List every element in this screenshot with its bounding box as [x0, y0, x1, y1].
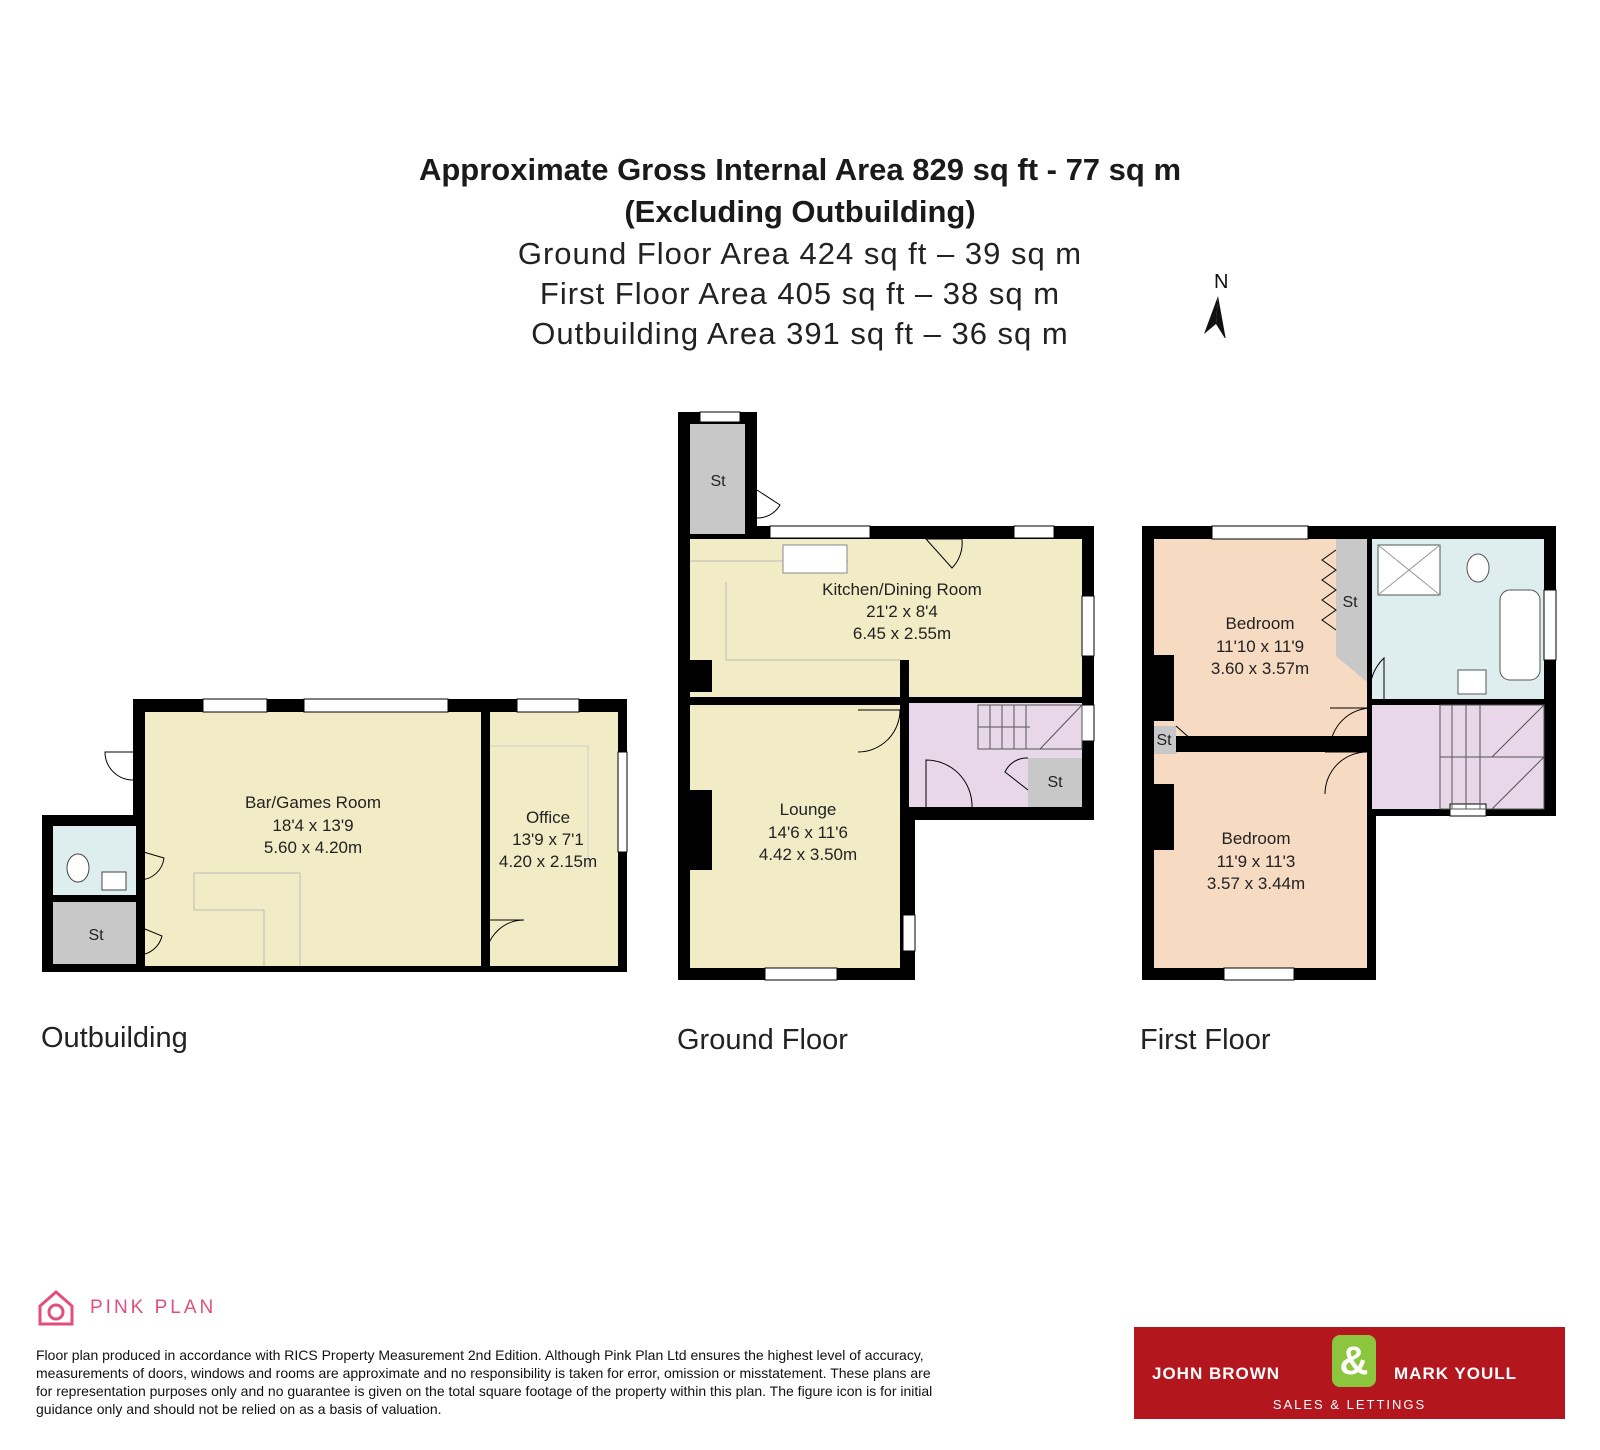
- first-floor-area: First Floor Area 405 sq ft – 38 sq m: [539, 276, 1061, 311]
- office-metric: 4.20 x 2.15m: [498, 852, 598, 871]
- kitchen-metric: 6.45 x 2.55m: [852, 624, 952, 643]
- agent-right-name: MARK YOULL: [1394, 1364, 1518, 1383]
- bar-room-name: Bar/Games Room: [244, 793, 382, 812]
- store-label: St: [1156, 732, 1172, 749]
- store-label: St: [1047, 774, 1063, 791]
- pink-plan-house-icon: [36, 1288, 76, 1328]
- pink-plan-name: PINK PLAN: [90, 1297, 217, 1318]
- ground-floor-plan: [678, 412, 1094, 980]
- bedroom-two-name: Bedroom: [1221, 829, 1291, 848]
- lounge-imperial: 14'6 x 11'6: [768, 823, 848, 842]
- gross-area-subtitle: (Excluding Outbuilding): [624, 194, 976, 229]
- bedroom-two-metric: 3.57 x 3.44m: [1206, 874, 1306, 893]
- agent-subtitle: SALES & LETTINGS: [1272, 1397, 1427, 1412]
- ground-floor-label: Ground Floor: [677, 1024, 848, 1056]
- office-name: Office: [525, 808, 571, 827]
- outbuilding-label: Outbuilding: [41, 1022, 188, 1054]
- bedroom-one-metric: 3.60 x 3.57m: [1210, 659, 1310, 678]
- store-label: St: [710, 473, 726, 490]
- bar-room-imperial: 18'4 x 13'9: [272, 816, 354, 835]
- store-label: St: [1342, 594, 1358, 611]
- pink-plan-logo: [36, 1288, 216, 1328]
- ground-floor-area: Ground Floor Area 424 sq ft – 39 sq m: [517, 236, 1083, 271]
- compass-label: N: [1214, 271, 1229, 293]
- bedroom-one-imperial: 11'10 x 11'9: [1215, 637, 1305, 656]
- bedroom-one-name: Bedroom: [1225, 614, 1295, 633]
- lounge-name: Lounge: [779, 800, 837, 819]
- office-imperial: 13'9 x 7'1: [512, 830, 584, 849]
- kitchen-imperial: 21'2 x 8'4: [866, 602, 938, 621]
- store-label: St: [88, 927, 104, 944]
- agent-logo: [1134, 1327, 1565, 1419]
- bar-room-metric: 5.60 x 4.20m: [263, 838, 363, 857]
- outbuilding-area: Outbuilding Area 391 sq ft – 36 sq m: [531, 316, 1069, 351]
- agent-left-name: JOHN BROWN: [1152, 1364, 1281, 1383]
- bedroom-two-imperial: 11'9 x 11'3: [1216, 852, 1296, 871]
- kitchen-name: Kitchen/Dining Room: [822, 580, 982, 599]
- lounge-metric: 4.42 x 3.50m: [758, 845, 858, 864]
- agent-ampersand: &: [1332, 1335, 1376, 1387]
- first-floor-label: First Floor: [1140, 1024, 1271, 1056]
- gross-area-title: Approximate Gross Internal Area 829 sq ft - 77 sq m: [418, 152, 1182, 187]
- disclaimer: Floor plan produced in accordance with RICS Property Measurement 2nd Edition. Although Pink Plan Ltd ensures the highest level of accuracy, measurements of doors, windows and rooms are approximate and no responsibility is taken for error, omission or misstatement. These plans are for representation purposes only and no guarantee is given on the total square footage of the property within this plan. The figure icon is for initial guidance only and should not be relied on as a basis of valuation.: [36, 1347, 933, 1417]
